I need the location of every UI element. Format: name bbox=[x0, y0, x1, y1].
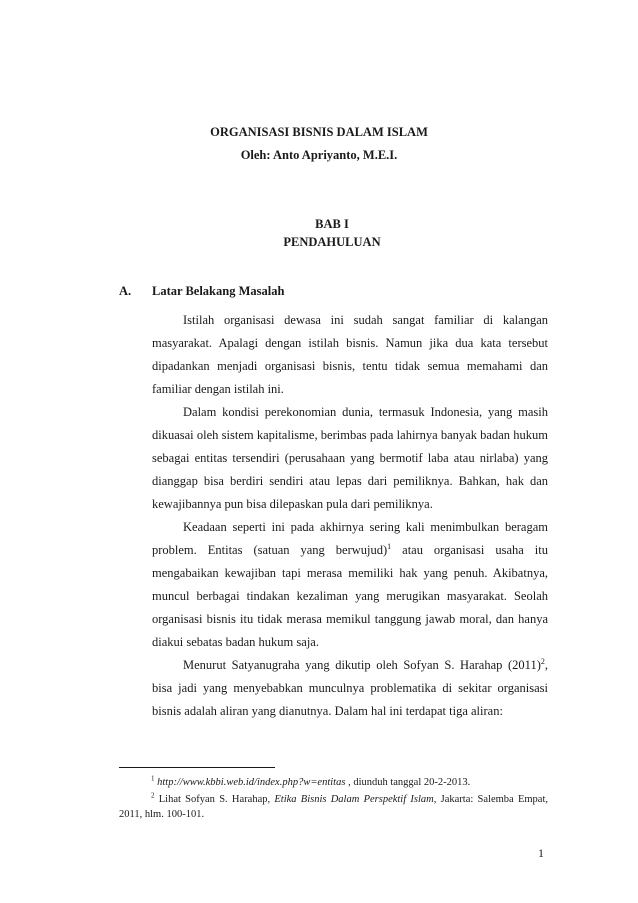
section-title: Latar Belakang Masalah bbox=[152, 284, 285, 298]
paragraph-4 bbox=[152, 654, 548, 723]
paragraph-4-start: Menurut Satyanugraha yang dikutip oleh Sofyan S. Harahap (2011) bbox=[183, 658, 541, 672]
paragraph-4-end: , bisa jadi yang menyebabkan munculnya problematika di sekitar organisasi bisnis adalah aliran yang dianutnya. Dalam hal ini terdapat tiga aliran: bbox=[152, 658, 548, 718]
paragraph-3 bbox=[152, 516, 548, 654]
footnote-2 bbox=[119, 792, 548, 822]
footnote-1-number: 1 bbox=[151, 774, 155, 783]
paragraph-1: Istilah organisasi dewasa ini sudah sangat familiar di kalangan masyarakat. Apalagi dengan istilah bisnis. Namun jika dua kata tersebut dipadankan menjadi organisasi bisnis, tentu tidak semua memahami dan familiar dengan istilah ini. bbox=[152, 313, 548, 396]
paragraph-3-start: Keadaan seperti ini pada akhirnya sering kali menimbulkan beragam problem. Entitas (satuan yang berwujud) bbox=[152, 520, 548, 557]
paragraph-3-end: atau organisasi usaha itu mengabaikan kewajiban tapi merasa memiliki hak yang penuh. Akibatnya, muncul berbagai tindakan kezaliman yang merugikan masyarakat. Seolah organisasi bisnis itu tidak merasa memikul tanggung jawab moral, dan hanya diakui sebatas badan hukum saja. bbox=[152, 543, 548, 649]
footnote-1-link[interactable]: http://www.kbbi.web.id/index.php?w=entitas bbox=[157, 777, 346, 788]
chapter-number: BAB I bbox=[315, 217, 349, 231]
footnote-2-number: 2 bbox=[151, 791, 155, 800]
footnote-2-text-start: Lihat Sofyan S. Harahap, bbox=[154, 794, 275, 805]
footnote-divider bbox=[119, 767, 275, 768]
footnote-2-book-title: Etika Bisnis Dalam Perspektif Islam bbox=[274, 794, 434, 805]
document-title: ORGANISASI BISNIS DALAM ISLAM bbox=[210, 125, 428, 139]
page-number: 1 bbox=[538, 846, 544, 860]
paragraph-2: Dalam kondisi perekonomian dunia, termasuk Indonesia, yang masih dikuasai oleh sistem kapitalisme, berimbas pada lahirnya banyak badan hukum sebagai entitas tersendiri (perusahaan yang bermotif laba atau nirlaba) yang dianggap bisa berdiri sendiri atau lepas dari pemiliknya. Bahkan, hak dan kewajibannya pun bisa dilepaskan pula dari pemiliknya. bbox=[152, 405, 548, 511]
chapter-name: PENDAHULUAN bbox=[283, 235, 381, 249]
footnote-2-text-end: , Jakarta: Salemba Empat, 2011, hlm. 100-101. bbox=[119, 794, 548, 820]
footnote-1 bbox=[119, 775, 548, 790]
footnote-ref-1: 1 bbox=[387, 541, 392, 551]
body-text bbox=[152, 309, 548, 723]
section-letter: A. bbox=[119, 284, 132, 298]
author-line: Oleh: Anto Apriyanto, M.E.I. bbox=[240, 148, 398, 162]
footnote-1-text: , diunduh tanggal 20-2-2013. bbox=[345, 777, 471, 788]
footnote-ref-2: 2 bbox=[540, 656, 545, 666]
